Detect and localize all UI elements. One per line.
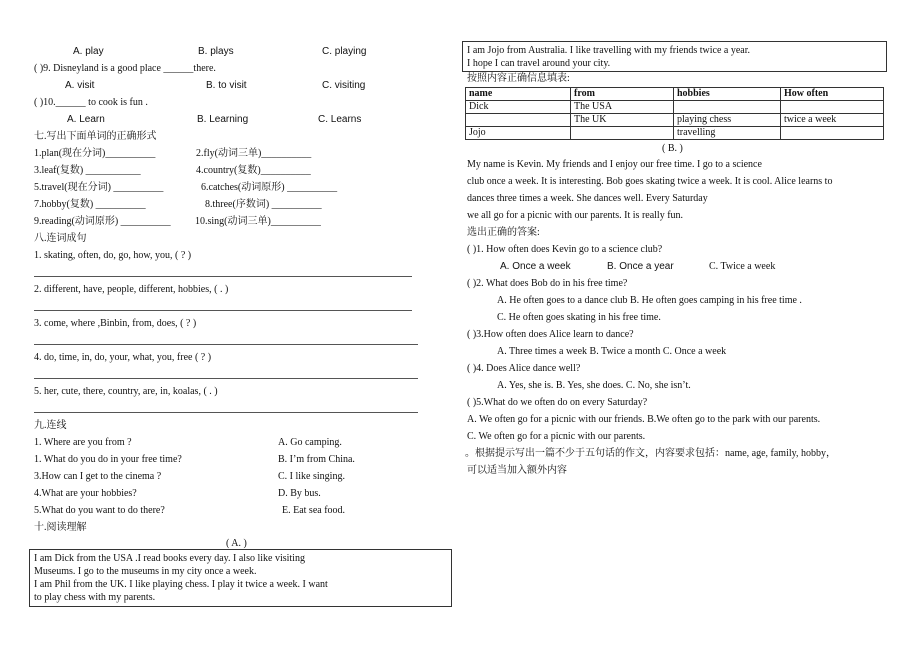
rc-question-3: ( )3.How often does Alice learn to dance? bbox=[467, 329, 634, 340]
q10-option-c: C. Learns bbox=[318, 114, 362, 125]
rc-question-4: ( )4. Does Alice dance well? bbox=[467, 363, 581, 374]
word-form-item: 6.catches(动词原形) __________ bbox=[201, 182, 338, 193]
writing-prompt-line: 可以适当加入额外内容 bbox=[467, 465, 567, 476]
sentence-item: 4. do, time, in, do, your, what, you, free ( ? ) bbox=[34, 352, 212, 363]
q10-option-a: A. Learn bbox=[67, 114, 105, 125]
table-row bbox=[466, 127, 884, 140]
match-question: 4.What are your hobbies? bbox=[34, 488, 137, 499]
word-form-item: 3.leaf(复数) ___________ bbox=[34, 165, 141, 176]
match-question: 5.What do you want to do there? bbox=[34, 505, 165, 516]
q9-option-c: C. visiting bbox=[322, 80, 366, 91]
match-question: 1. What do you do in your free time? bbox=[34, 454, 182, 465]
word-form-item: 9.reading(动词原形) __________ bbox=[34, 216, 171, 227]
match-answer: B. I’m from China. bbox=[278, 454, 355, 465]
rc-q2-option-c: C. He often goes skating in his free time. bbox=[497, 312, 661, 323]
header-from: from bbox=[571, 88, 674, 101]
match-question: 1. Where are you from ? bbox=[34, 437, 132, 448]
table-cell: playing chess bbox=[674, 114, 781, 127]
answer-line bbox=[34, 310, 412, 311]
table-cell: travelling bbox=[674, 127, 781, 140]
word-form-item: 2.fly(动词三单)__________ bbox=[196, 148, 312, 159]
header-name: name bbox=[466, 88, 571, 101]
rc-q3-options: A. Three times a week B. Twice a month C. Once a week bbox=[497, 346, 727, 357]
rc-q1-option-c: C. Twice a week bbox=[709, 261, 776, 272]
rc-question-1: ( )1. How often does Kevin go to a science club? bbox=[467, 244, 663, 255]
rc-question-2: ( )2. What does Bob do in his free time? bbox=[467, 278, 628, 289]
info-table bbox=[465, 87, 884, 140]
question-10: ( )10.______ to cook is fun . bbox=[34, 97, 148, 108]
rc-q1-option-b: B. Once a year bbox=[607, 261, 674, 272]
passage-a-line: Museums. I go to the museums in my city once a week. bbox=[34, 566, 257, 577]
jojo-passage-line: I hope I can travel around your city. bbox=[467, 58, 611, 69]
table-header-row bbox=[466, 88, 884, 101]
sentence-item: 5. her, cute, there, country, are, in, koalas, ( . ) bbox=[34, 386, 218, 397]
word-form-item: 10.sing(动词三单)__________ bbox=[195, 216, 321, 227]
match-answer: C. I like singing. bbox=[278, 471, 345, 482]
table-title: 按照内容正确信息填表: bbox=[467, 73, 570, 84]
header-hobbies: hobbies bbox=[674, 88, 781, 101]
writing-prompt-line: 。根据提示写出一篇不少于五句话的作文，内容要求包括：name, age, family, hobby， bbox=[465, 448, 836, 459]
word-form-item: 7.hobby(复数) __________ bbox=[34, 199, 146, 210]
table-cell: The UK bbox=[571, 114, 674, 127]
passage-b-line: we all go for a picnic with our parents. It is really fun. bbox=[467, 210, 684, 221]
rc-q1-option-a: A. Once a week bbox=[500, 261, 571, 272]
q10-option-b: B. Learning bbox=[197, 114, 249, 125]
passage-a-line: I am Phil from the UK. I like playing chess. I play it twice a week. I want bbox=[34, 579, 328, 590]
rc-q5-option-c: C. We often go for a picnic with our parents. bbox=[467, 431, 646, 442]
sentence-item: 2. different, have, people, different, hobbies, ( . ) bbox=[34, 284, 229, 295]
passage-b-line: My name is Kevin. My friends and I enjoy our free time. I go to a science bbox=[467, 159, 762, 170]
answer-line bbox=[34, 378, 418, 379]
section-9-title: 九.连线 bbox=[34, 420, 67, 431]
q9-option-a: A. visit bbox=[65, 80, 95, 91]
q8-option-c: C. playing bbox=[322, 46, 367, 57]
word-form-item: 8.three(序数词) __________ bbox=[205, 199, 322, 210]
table-cell: The USA bbox=[571, 101, 674, 114]
answer-line bbox=[34, 412, 418, 413]
sentence-item: 3. come, where ,Binbin, from, does, ( ? ) bbox=[34, 318, 197, 329]
table-cell: Jojo bbox=[466, 127, 571, 140]
rc-q2-options-ab: A. He often goes to a dance club B. He often goes camping in his free time . bbox=[497, 295, 802, 306]
passage-b-line: club once a week. It is interesting. Bob goes skating twice a week. It is cool. Alice learns to bbox=[467, 176, 833, 187]
header-how-often: How often bbox=[781, 88, 884, 101]
answer-line bbox=[34, 276, 412, 277]
table-cell bbox=[674, 101, 781, 114]
match-answer: A. Go camping. bbox=[278, 437, 342, 448]
answer-line bbox=[34, 344, 418, 345]
word-form-item: 5.travel(现在分词) __________ bbox=[34, 182, 164, 193]
question-9: ( )9. Disneyland is a good place ______there. bbox=[34, 63, 216, 74]
rc-question-5: ( )5.What do we often do on every Saturday? bbox=[467, 397, 648, 408]
section-10-title: 十.阅读理解 bbox=[34, 522, 87, 533]
table-row bbox=[466, 114, 884, 127]
section-7-title: 七.写出下面单词的正确形式 bbox=[34, 131, 157, 142]
passage-a-label: ( A. ) bbox=[226, 538, 247, 549]
table-cell bbox=[781, 101, 884, 114]
table-cell: twice a week bbox=[781, 114, 884, 127]
word-form-item: 4.country(复数)__________ bbox=[196, 165, 311, 176]
section-8-title: 八.连词成句 bbox=[34, 233, 87, 244]
table-row bbox=[466, 101, 884, 114]
match-question: 3.How can I get to the cinema ? bbox=[34, 471, 162, 482]
jojo-passage-line: I am Jojo from Australia. I like travelling with my friends twice a year. bbox=[467, 45, 750, 56]
passage-b-line: dances three times a week. She dances well. Every Saturday bbox=[467, 193, 708, 204]
table-cell bbox=[466, 114, 571, 127]
q9-option-b: B. to visit bbox=[206, 80, 247, 91]
rc-q5-options-ab: A. We often go for a picnic with our friends. B.We often go to the park with our parents. bbox=[467, 414, 821, 425]
table-cell bbox=[571, 127, 674, 140]
passage-a-line: I am Dick from the USA .I read books every day. I also like visiting bbox=[34, 553, 305, 564]
table-cell: Dick bbox=[466, 101, 571, 114]
rc-q4-options: A. Yes, she is. B. Yes, she does. C. No, she isn’t. bbox=[497, 380, 691, 391]
sentence-item: 1. skating, often, do, go, how, you, ( ? ) bbox=[34, 250, 192, 261]
q8-option-a: A. play bbox=[73, 46, 104, 57]
choose-title: 选出正确的答案: bbox=[467, 227, 540, 238]
passage-b-label: ( B. ) bbox=[662, 143, 683, 154]
q8-option-b: B. plays bbox=[198, 46, 234, 57]
table-cell bbox=[781, 127, 884, 140]
word-form-item: 1.plan(现在分词)__________ bbox=[34, 148, 156, 159]
match-answer: D. By bus. bbox=[278, 488, 321, 499]
match-answer: E. Eat sea food. bbox=[282, 505, 346, 516]
passage-a-line: to play chess with my parents. bbox=[34, 592, 156, 603]
